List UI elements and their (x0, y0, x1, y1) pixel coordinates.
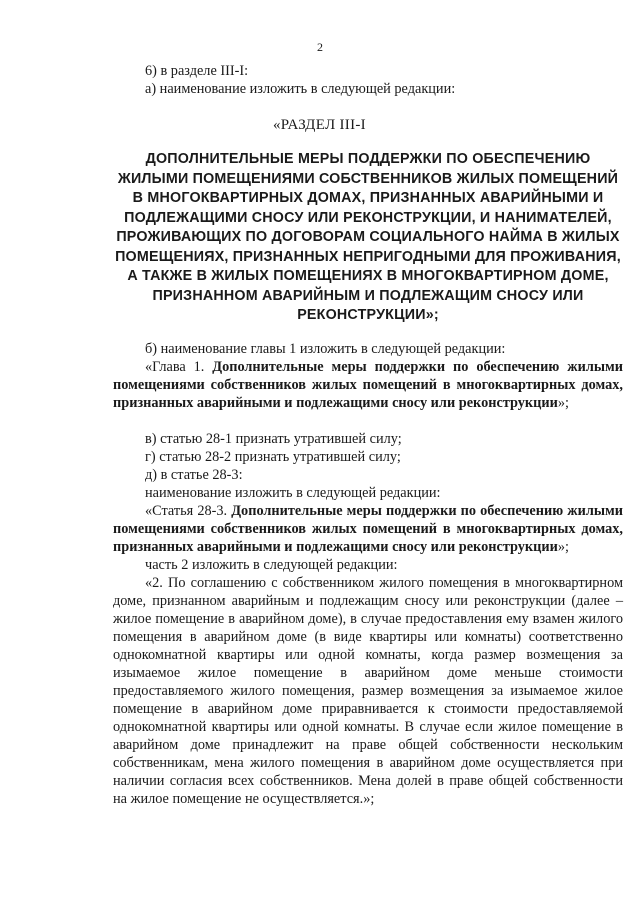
item-b: б) наименование главы 1 изложить в следующей редакции: (145, 340, 506, 357)
article-suffix: »; (557, 538, 570, 555)
chapter-title: Дополнительные меры поддержки по обеспечению жилыми помещениями собственников жилых помещений в многоквартирных домах, признанных аварийными и подлежащими сносу или реконструкции (113, 358, 623, 411)
page-number: 2 (317, 40, 323, 54)
chapter-prefix: «Глава 1. (145, 358, 213, 375)
chapter-suffix: »; (557, 394, 570, 411)
item-d: д) в статье 28-3: (145, 466, 243, 483)
article-prefix: «Статья 28-3. (145, 502, 232, 519)
chapter-heading (113, 358, 623, 412)
item-v: в) статью 28-1 признать утратившей силу; (145, 430, 402, 447)
section-title: ДОПОЛНИТЕЛЬНЫЕ МЕРЫ ПОДДЕРЖКИ ПО ОБЕСПЕЧЕНИЮ ЖИЛЫМИ ПОМЕЩЕНИЯМИ СОБСТВЕННИКОВ ЖИЛЫХ ПОМЕЩЕНИЙ В МНОГОКВАРТИРНЫХ ДОМАХ, ПРИЗНАННЫХ АВАРИЙНЫМИ И ПОДЛЕЖАЩИМИ СНОСУ ИЛИ РЕКОНСТРУКЦИИ, И НАНИМАТЕЛЕЙ, ПРОЖИВАЮЩИХ ПО ДОГОВОРАМ СОЦИАЛЬНОГО НАЙМА В ЖИЛЫХ ПОМЕЩЕНИЯХ, ПРИЗНАННЫХ НЕПРИГОДНЫМИ ДЛЯ ПРОЖИВАНИЯ, А ТАКЖЕ В ЖИЛЫХ ПОМЕЩЕНИЯХ В МНОГОКВАРТИРНОМ ДОМЕ, ПРИЗНАННОМ АВАРИЙНЫМ И ПОДЛЕЖАЩИМ СНОСУ ИЛИ РЕКОНСТРУКЦИИ»; (115, 151, 621, 323)
article-heading (113, 502, 623, 556)
document-body (113, 62, 623, 808)
spacer (113, 412, 623, 430)
part2-text: «2. По соглашению с собственником жилого помещения в многоквартирном доме, признанном аварийным и подлежащим сносу или реконструкции (далее – жилое помещение в аварийном доме), в случае предоставления ему взамен жилого помещения в аварийном доме (в виде квартиры или комнаты) соответственно однокомнатной квартиры или одной комнаты, когда размер возмещения за изымаемое жилое помещение в аварийном доме меньше стоимости предоставляемого жилого помещения, размер возмещения за изымаемое жилое помещение в аварийном доме приравнивается к стоимости предоставляемой однокомнатной квартиры или одной комнаты. В случае если жилое помещение в аварийном доме принадлежит на праве общей собственности нескольким собственникам, мена жилого помещения в аварийном доме осуществляется при наличии согласия всех собственников. Мена долей в праве общей собственности на жилое помещение не осуществляется.»; (113, 574, 623, 807)
part2-intro: часть 2 изложить в следующей редакции: (145, 556, 398, 573)
article-title: Дополнительные меры поддержки по обеспечению жилыми помещениями собственников жилых помещений в многоквартирных домах, признанных аварийными и подлежащими сносу или реконструкции (113, 502, 623, 555)
item-a: а) наименование изложить в следующей редакции: (145, 81, 456, 97)
item-g: г) статью 28-2 признать утратившей силу; (145, 448, 401, 465)
item-6: 6) в разделе III-I: (145, 63, 249, 79)
section-label: «РАЗДЕЛ III-I (273, 117, 366, 133)
name-intro: наименование изложить в следующей редакции: (145, 484, 441, 501)
